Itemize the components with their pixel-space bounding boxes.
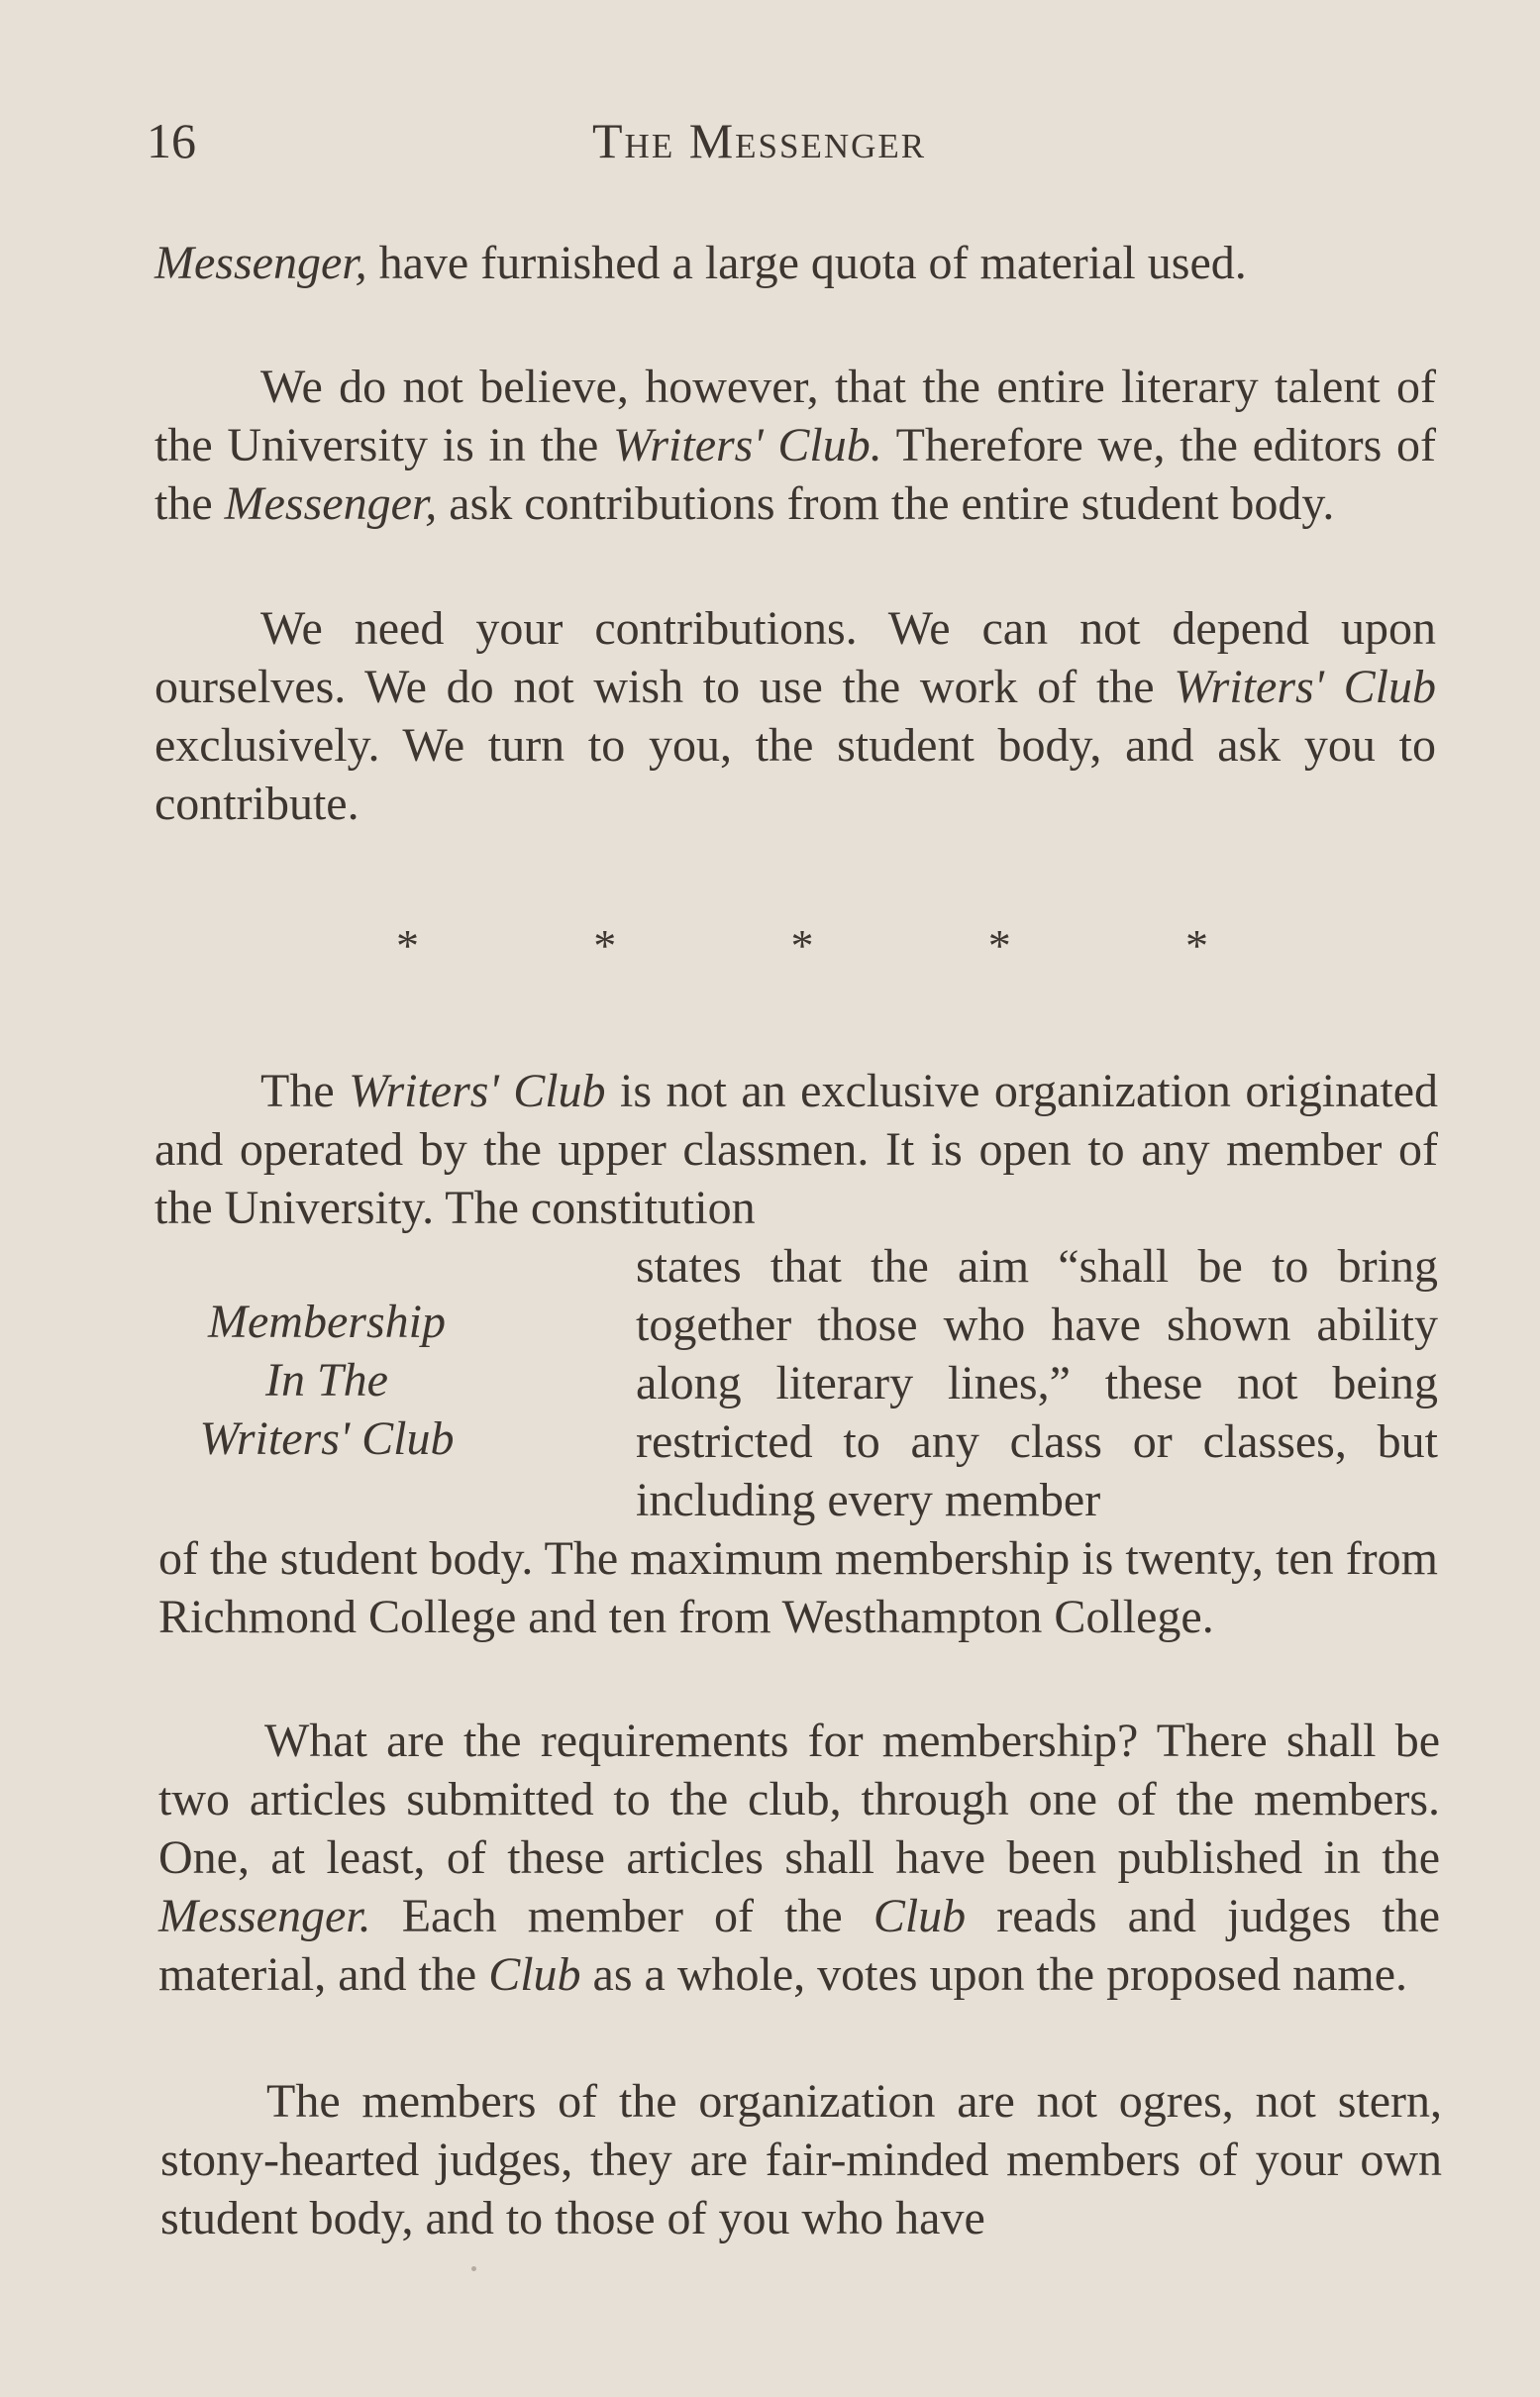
asterisk: * (396, 920, 419, 971)
running-title: The Messenger (592, 113, 927, 168)
italic-writers-club: Writers' Club. (613, 419, 882, 471)
paragraph-3-text-a: We need your contributions. We can not depend upon ourselves. We do not wish to use the work of the (154, 602, 1436, 713)
paragraph-4-text-b: is not an exclusive organization originated and operated by the upper classmen. It is open to any member of the University. The constitution (154, 1065, 1439, 1234)
margin-note-line: Writers' Club (199, 1412, 455, 1465)
paragraph-4-text-d: of the student body. The maximum membership is twenty, ten from Richmond College and ten from Westhampton College. (158, 1532, 1438, 1643)
italic-messenger: Messenger. (158, 1890, 371, 1942)
italic-writers-club: Writers' Club (1174, 661, 1437, 713)
margin-note-line: Membership (208, 1296, 446, 1348)
paragraph-3 (154, 599, 1436, 833)
asterisk: * (790, 920, 814, 971)
paragraph-4-text-c: states that the aim “shall be to bring together those who have shown ability along literary lines,” these not being restricted to any class or classes, but including every member (636, 1240, 1438, 1526)
italic-writers-club: Writers' Club (349, 1065, 606, 1117)
paragraph-4-top (154, 1062, 1438, 1237)
paragraph-5-text-d: as a whole, votes upon the proposed name. (580, 1948, 1408, 2001)
page-number: 16 (147, 113, 196, 168)
paragraph-6-text: The members of the organization are not ogres, not stern, stony-hearted judges, they are fair-minded members of your own student body, and to those of you who have (160, 2075, 1442, 2244)
paper-speck (471, 2266, 476, 2271)
margin-note (149, 1293, 505, 1468)
paragraph-2-text-b: Therefore we, the editors of the (154, 419, 1436, 530)
paragraph-5 (158, 1712, 1440, 2004)
italic-club: Club (488, 1948, 581, 2001)
paragraph-5-text-a: What are the requirements for membership? There shall be two articles submitted to the club, through one of the members. One, at least, of these articles shall have been published in the (158, 1715, 1440, 1884)
margin-note-line: In The (265, 1354, 388, 1407)
asterisk: * (987, 920, 1011, 971)
paragraph-6 (160, 2072, 1442, 2247)
paragraph-2-text-a: We do not believe, however, that the entire literary talent of the University is in the (154, 361, 1436, 471)
paragraph-2 (154, 358, 1436, 533)
paragraph-4-bottom (158, 1529, 1438, 1646)
italic-club: Club (873, 1890, 967, 1942)
paragraph-2-text-c: ask contributions from the entire student body. (437, 477, 1335, 530)
paragraph-1 (154, 234, 1436, 292)
paragraph-4-wrapped (636, 1237, 1438, 1529)
italic-messenger: Messenger, (224, 477, 438, 530)
paragraph-3-text-b: exclusively. We turn to you, the student body, and ask you to contribute. (154, 719, 1436, 830)
asterisk: * (1185, 920, 1208, 971)
paragraph-1-text: have furnished a large quota of material used. (366, 237, 1247, 289)
paragraph-4-text-a: The (260, 1065, 350, 1117)
page-header (147, 111, 1434, 170)
paragraph-5-text-b: Each member of the (370, 1890, 873, 1942)
italic-messenger: Messenger, (154, 237, 367, 289)
asterisk: * (593, 920, 617, 971)
section-break (396, 920, 1208, 971)
paragraph-5-text-c: reads and judges the material, and the (158, 1890, 1440, 2001)
